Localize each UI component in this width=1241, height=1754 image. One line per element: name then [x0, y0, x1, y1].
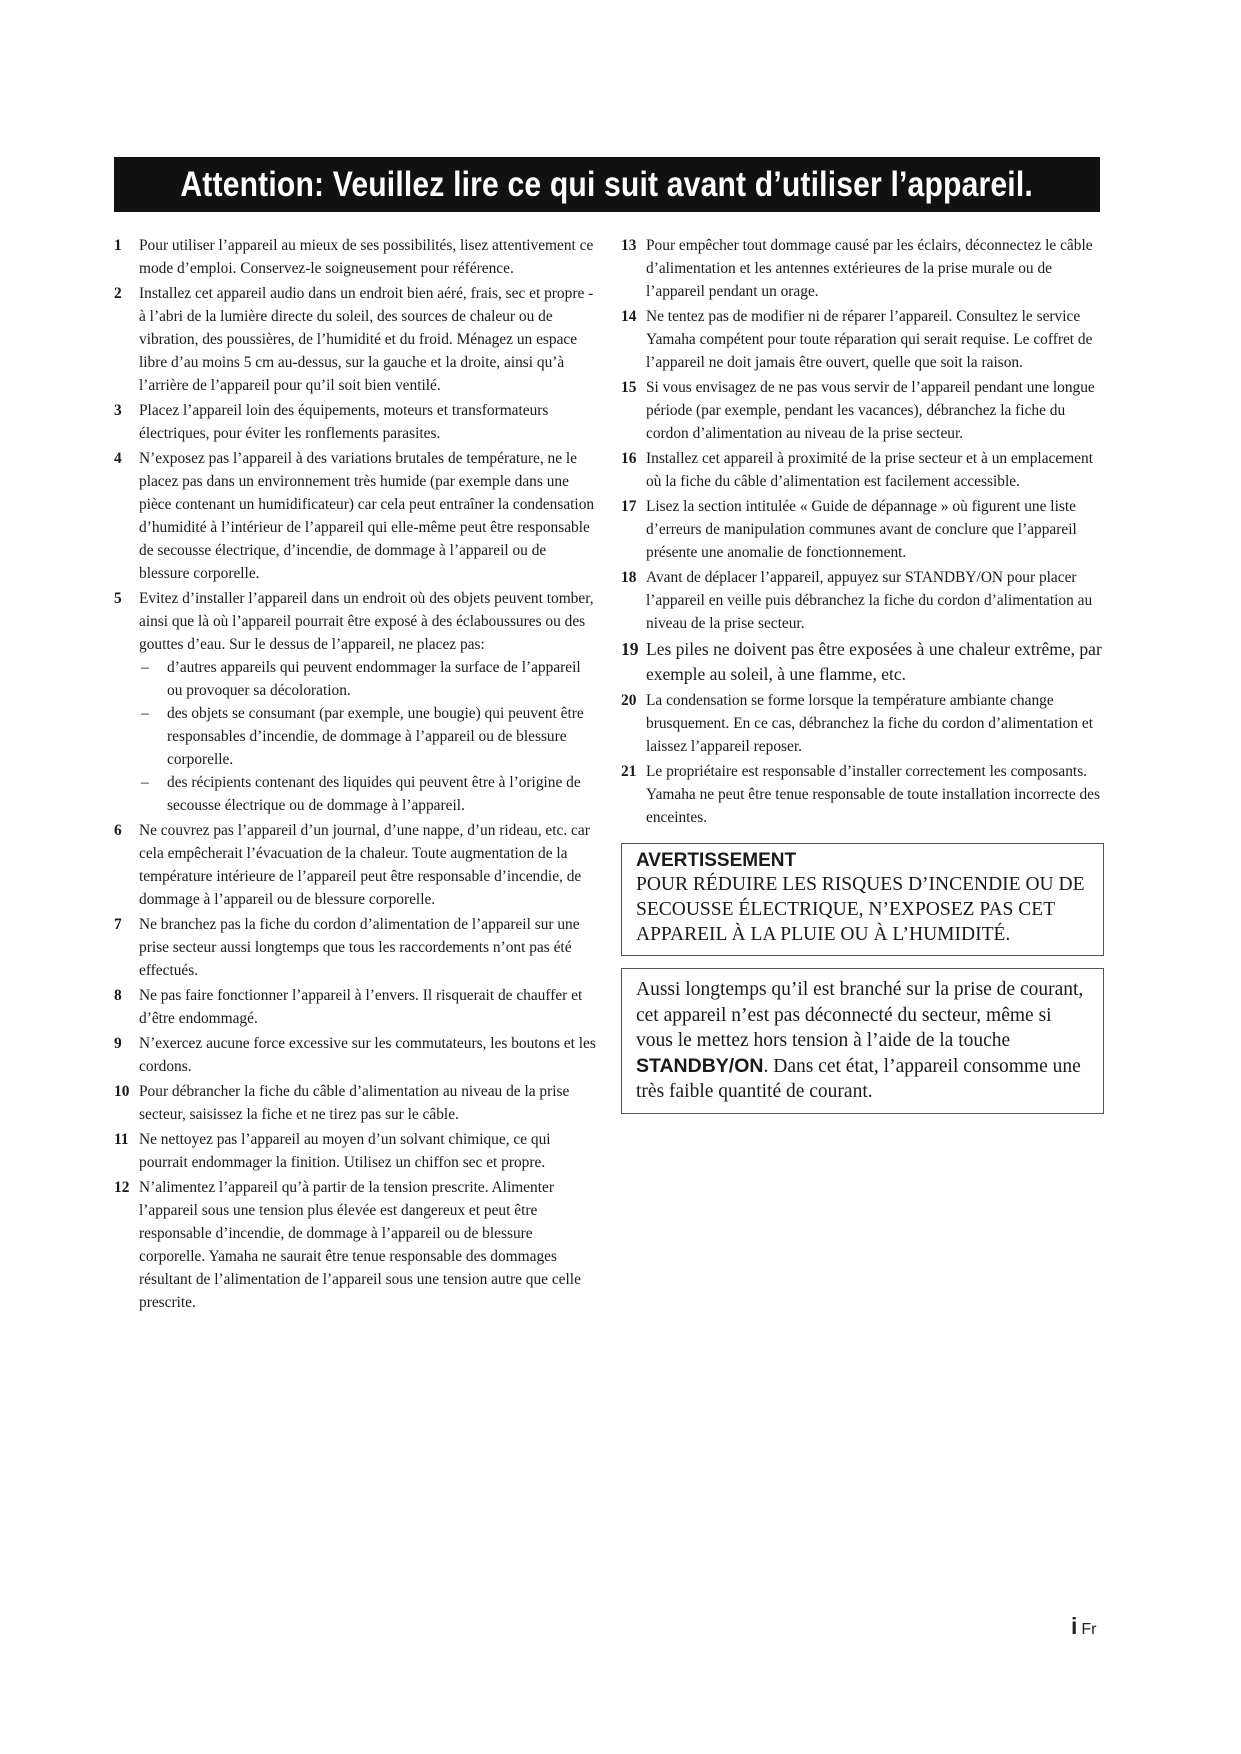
item-number: 9 — [114, 1035, 122, 1052]
page-language: Fr — [1081, 1621, 1097, 1638]
safety-item-17 — [621, 495, 1104, 564]
item-number: 7 — [114, 916, 122, 933]
safety-item-2 — [114, 282, 597, 397]
safety-item-6 — [114, 819, 597, 911]
sub-item — [139, 702, 597, 771]
item-number: 5 — [114, 590, 122, 607]
item-text: N’alimentez l’appareil qu’à partir de la tension prescrite. Alimenter l’appareil sous une tension plus élevée est dangereux et peut être responsable d’incendie, de dommage à l’appareil ou de blessure corporelle. Yamaha ne saurait être tenue responsable des dommages résultant de l’alimentation de l’appareil sous une tension autre que celle prescrite. — [139, 1179, 581, 1311]
sub-item-text: des récipients contenant des liquides qui peuvent être à l’origine de secousse électrique ou de dommage à l’appareil. — [167, 774, 581, 814]
item-number: 19 — [621, 639, 639, 659]
standby-key-label: STANDBY/ON — [636, 1054, 764, 1077]
item-text: Pour débrancher la fiche du câble d’alimentation au niveau de la prise secteur, saisissez la fiche et ne tirez pas sur le câble. — [139, 1083, 570, 1123]
sub-item — [139, 771, 597, 817]
safety-item-20 — [621, 689, 1104, 758]
dash-icon: – — [141, 659, 149, 676]
safety-item-3 — [114, 399, 597, 445]
safety-item-18 — [621, 566, 1104, 635]
safety-item-8 — [114, 984, 597, 1030]
item-text: N’exposez pas l’appareil à des variations brutales de température, ne le placez pas dans un environnement très humide (par exemple dans une pièce contenant un humidificateur) car cela peut entraîner la condensation d’humidité à l’intérieur de l’appareil qui elle-même peut être responsable de secousse électrique, d’incendie, de dommage à l’appareil ou de blessure corporelle. — [139, 450, 595, 582]
item-number: 12 — [114, 1179, 130, 1196]
item-text: Ne couvrez pas l’appareil d’un journal, d’une nappe, d’un rideau, etc. car cela empêcherait l’évacuation de la chaleur. Toute augmentation de la température intérieure de l’appareil peut être responsable d’incendie, de dommage à l’appareil ou de blessure corporelle. — [139, 822, 590, 908]
safety-item-19 — [621, 637, 1104, 687]
safety-item-11 — [114, 1128, 597, 1174]
safety-item-13 — [621, 234, 1104, 303]
item-number: 3 — [114, 402, 122, 419]
item-text: Lisez la section intitulée « Guide de dépannage » où figurent une liste d’erreurs de manipulation communes avant de conclure que l’appareil présente une anomalie de fonctionnement. — [646, 498, 1077, 561]
safety-item-12 — [114, 1176, 597, 1314]
safety-item-1 — [114, 234, 597, 280]
item-number: 2 — [114, 285, 122, 302]
item-number: 1 — [114, 237, 122, 254]
item-text: Avant de déplacer l’appareil, appuyez sur STANDBY/ON pour placer l’appareil en veille puis débranchez la fiche du cordon d’alimentation au niveau de la prise secteur. — [646, 569, 1093, 632]
item-text: Ne pas faire fonctionner l’appareil à l’envers. Il risquerait de chauffer et d’être endommagé. — [139, 987, 583, 1027]
item-text: Evitez d’installer l’appareil dans un endroit où des objets peuvent tomber, ainsi que là où l’appareil pourrait être exposé à des éclaboussures ou des gouttes d’eau. Sur le dessus de l’appareil, ne placez pas: — [139, 590, 594, 653]
safety-item-10 — [114, 1080, 597, 1126]
safety-item-4 — [114, 447, 597, 585]
item-number: 8 — [114, 987, 122, 1004]
item-text: Installez cet appareil audio dans un endroit bien aéré, frais, sec et propre - à l’abri de la lumière directe du soleil, des sources de chaleur ou de vibration, des poussières, de l’humidité et du froid. Ménagez un espace libre d’au moins 5 cm au-dessus, sur la gauche et la droite, ainsi qu’à l’arrière de l’appareil pour qu’il soit bien ventilé. — [139, 285, 594, 394]
item-text: La condensation se forme lorsque la température ambiante change brusquement. En ce cas, débranchez la fiche du cordon d’alimentation et laissez l’appareil reposer. — [646, 692, 1093, 755]
right-column — [621, 234, 1104, 1114]
sub-list — [139, 656, 597, 817]
item-number: 15 — [621, 379, 637, 396]
note-text-before: Aussi longtemps qu’il est branché sur la prise de courant, cet appareil n’est pas déconnecté du secteur, même si vous le mettez hors tension à l’aide de la touche — [636, 979, 1084, 1051]
item-number: 17 — [621, 498, 637, 515]
item-text: Ne nettoyez pas l’appareil au moyen d’un solvant chimique, ce qui pourrait endommager la finition. Utilisez un chiffon sec et propre. — [139, 1131, 551, 1171]
sub-item-text: des objets se consumant (par exemple, une bougie) qui peuvent être responsables d’incendie, de dommage à l’appareil ou de blessure corporelle. — [167, 705, 584, 768]
item-text: Ne tentez pas de modifier ni de réparer l’appareil. Consultez le service Yamaha compétent pour toute réparation qui serait requise. Le coffret de l’appareil ne doit jamais être ouvert, quelle que soit la raison. — [646, 308, 1093, 371]
page-title: Attention: Veuillez lire ce qui suit avant d’utiliser l’appareil. — [180, 164, 1034, 204]
item-text: Installez cet appareil à proximité de la prise secteur et à un emplacement où la fiche du câble d’alimentation est facilement accessible. — [646, 450, 1093, 490]
page-number — [1071, 1613, 1097, 1640]
item-text: Le propriétaire est responsable d’installer correctement les composants. Yamaha ne peut être tenue responsable de toute installation incorrecte des enceintes. — [646, 763, 1101, 826]
page-number-value: i — [1071, 1613, 1078, 1639]
warning-box — [621, 843, 1104, 956]
item-number: 20 — [621, 692, 637, 709]
warning-title: AVERTISSEMENT — [636, 850, 797, 871]
safety-item-15 — [621, 376, 1104, 445]
item-number: 4 — [114, 450, 122, 467]
item-text: Les piles ne doivent pas être exposées à une chaleur extrême, par exemple au soleil, à une flamme, etc. — [646, 639, 1102, 684]
safety-item-16 — [621, 447, 1104, 493]
page-title-bar — [114, 157, 1100, 212]
item-text: Ne branchez pas la fiche du cordon d’alimentation de l’appareil sur une prise secteur aussi longtemps que tous les raccordements n’ont pas été effectués. — [139, 916, 580, 979]
left-column — [114, 234, 597, 1316]
dash-icon: – — [141, 705, 149, 722]
item-number: 16 — [621, 450, 637, 467]
item-text: Pour empêcher tout dommage causé par les éclairs, déconnectez le câble d’alimentation et les antennes extérieures de la prise murale ou de l’appareil pendant un orage. — [646, 237, 1093, 300]
item-number: 10 — [114, 1083, 130, 1100]
item-number: 6 — [114, 822, 122, 839]
safety-item-21 — [621, 760, 1104, 829]
sub-item-text: d’autres appareils qui peuvent endommager la surface de l’appareil ou provoquer sa décoloration. — [167, 659, 581, 699]
safety-item-9 — [114, 1032, 597, 1078]
item-text: Si vous envisagez de ne pas vous servir de l’appareil pendant une longue période (par exemple, pendant les vacances), débranchez la fiche du cordon d’alimentation au niveau de la prise secteur. — [646, 379, 1095, 442]
item-text: Placez l’appareil loin des équipements, moteurs et transformateurs électriques, pour éviter les ronflements parasites. — [139, 402, 549, 442]
safety-item-14 — [621, 305, 1104, 374]
note-text-after: . Dans cet état, l’appareil consomme une très faible quantité de courant. — [636, 1055, 1081, 1102]
warning-text: POUR RÉDUIRE LES RISQUES D’INCENDIE OU DE SECOUSSE ÉLECTRIQUE, N’EXPOSEZ PAS CET APPAREIL À LA PLUIE OU À L’HUMIDITÉ. — [636, 874, 1085, 945]
item-number: 18 — [621, 569, 637, 586]
item-text: N’exercez aucune force excessive sur les commutateurs, les boutons et les cordons. — [139, 1035, 596, 1075]
item-number: 21 — [621, 763, 637, 780]
item-number: 11 — [114, 1131, 129, 1148]
safety-item-7 — [114, 913, 597, 982]
safety-item-5 — [114, 587, 597, 817]
sub-item — [139, 656, 597, 702]
dash-icon: – — [141, 774, 149, 791]
item-number: 14 — [621, 308, 637, 325]
standby-note-box — [621, 968, 1104, 1114]
item-text: Pour utiliser l’appareil au mieux de ses possibilités, lisez attentivement ce mode d’emploi. Conservez-le soigneusement pour référence. — [139, 237, 594, 277]
item-number: 13 — [621, 237, 637, 254]
